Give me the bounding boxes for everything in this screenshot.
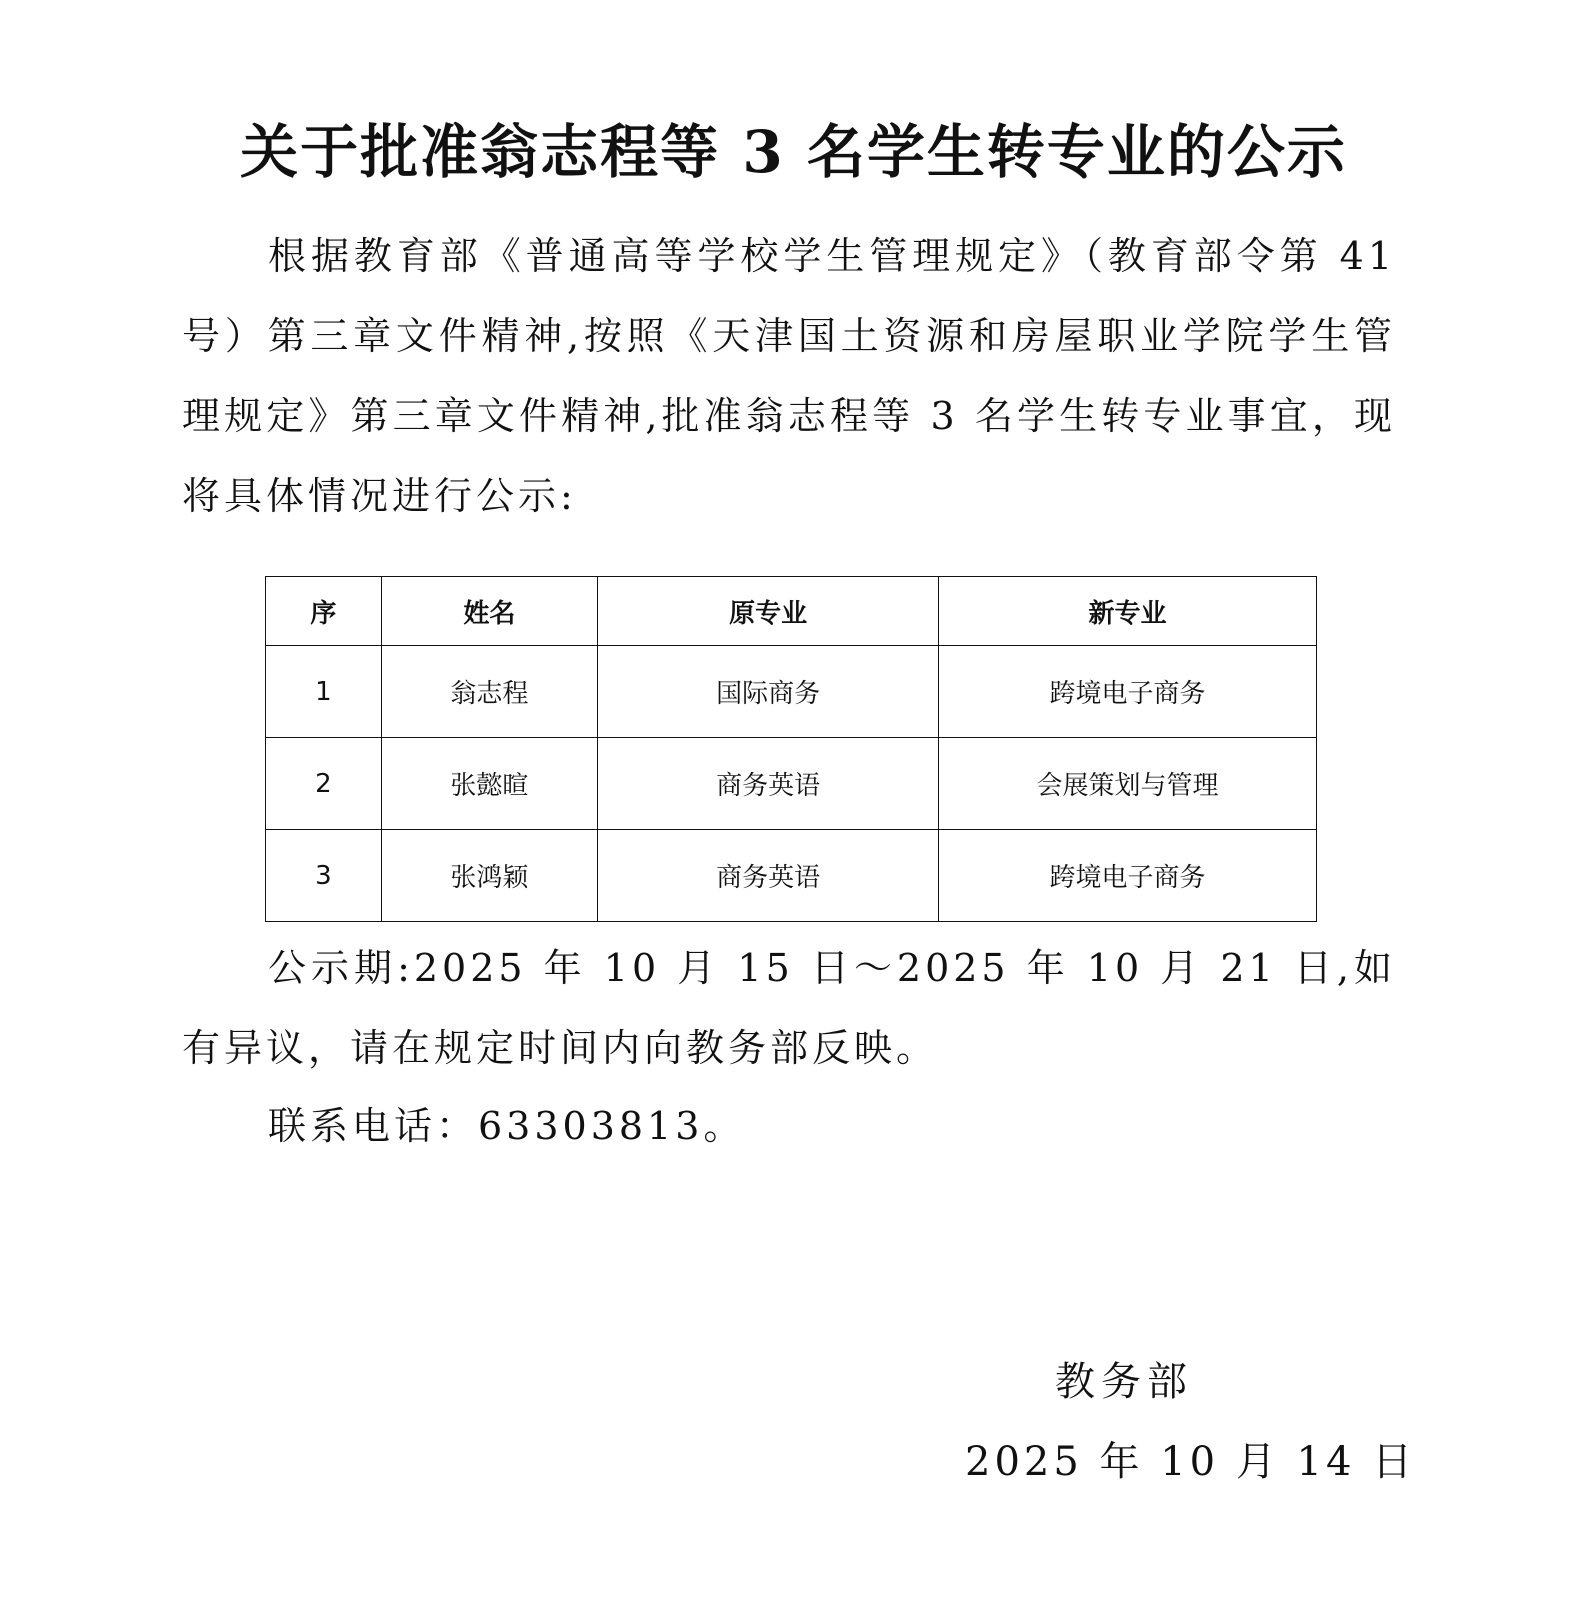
intro-paragraph: 根据教育部《普通高等学校学生管理规定》（教育部令第 41 号）第三章文件精神,按照《天津国土资源和房屋职业学院学生管理规定》第三章文件精神,批准翁志程等 3 名学生转专业事宜，现将具体情况进行公示:: [182, 234, 1396, 518]
document-title: 关于批准翁志程等 3 名学生转专业的公示: [240, 118, 1347, 186]
cell-name: 翁志程: [381, 646, 597, 738]
major-transfer-table: [265, 576, 1317, 922]
table-row: [266, 646, 1317, 738]
notice-period-paragraph: 公示期:2025 年 10 月 15 日～2025 年 10 月 21 日,如有异议，请在规定时间内向教务部反映。: [182, 946, 1396, 1070]
cell-index: 2: [266, 738, 382, 830]
cell-index: 1: [266, 646, 382, 738]
signature-department: 教务部: [1055, 1359, 1193, 1405]
cell-new-major: 跨境电子商务: [939, 646, 1317, 738]
header-original-major: 原专业: [598, 577, 939, 646]
cell-original-major: 商务英语: [598, 738, 939, 830]
cell-new-major: 跨境电子商务: [939, 830, 1317, 922]
table-row: [266, 830, 1317, 922]
cell-name: 张懿暄: [381, 738, 597, 830]
cell-original-major: 国际商务: [598, 646, 939, 738]
header-name: 姓名: [381, 577, 597, 646]
contact-phone: 联系电话：63303813。: [268, 1104, 746, 1148]
table-header-row: [266, 577, 1317, 646]
header-new-major: 新专业: [939, 577, 1317, 646]
cell-name: 张鸿颖: [381, 830, 597, 922]
header-index: 序: [266, 577, 382, 646]
cell-original-major: 商务英语: [598, 830, 939, 922]
cell-index: 3: [266, 830, 382, 922]
table-row: [266, 738, 1317, 830]
cell-new-major: 会展策划与管理: [939, 738, 1317, 830]
signature-date: 2025 年 10 月 14 日: [965, 1439, 1417, 1485]
